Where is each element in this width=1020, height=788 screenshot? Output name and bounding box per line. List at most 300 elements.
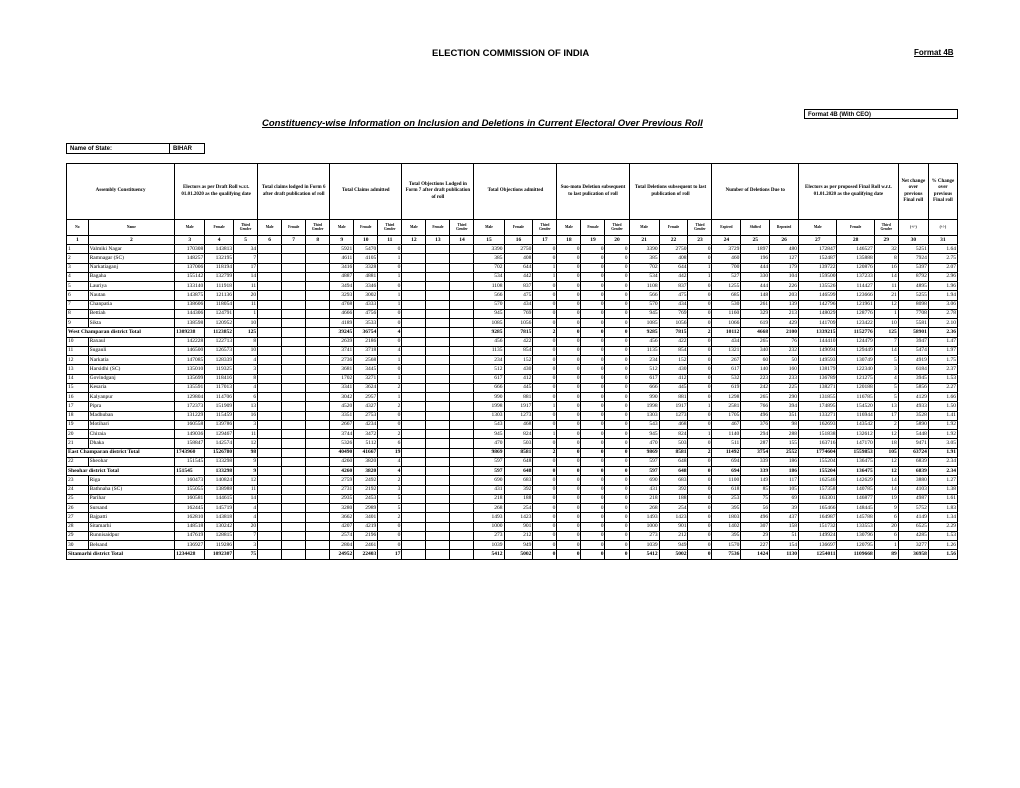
table-cell: 7 [234, 531, 258, 540]
table-cell: 36754 [354, 328, 378, 337]
table-cell: 5474 [898, 346, 928, 355]
table-cell [258, 476, 282, 485]
table-cell: 0 [557, 476, 581, 485]
column-number: 15 [474, 236, 504, 245]
table-cell: 0 [533, 393, 557, 402]
table-cell: 431 [474, 485, 504, 494]
table-cell: Narkatia [88, 356, 175, 365]
table-cell: 2 [378, 476, 402, 485]
table-cell: 14 [234, 272, 258, 281]
table-cell: 351 [770, 411, 799, 420]
table-cell: 3533 [354, 319, 378, 328]
table-cell: 0 [557, 245, 581, 254]
table-cell: Madhuban [88, 411, 175, 420]
table-cell: 144410 [799, 337, 837, 346]
table-cell [402, 467, 426, 476]
table-cell: 0 [688, 300, 712, 309]
table-cell: 1273 [659, 411, 688, 420]
table-cell: 3528 [898, 411, 928, 420]
table-cell: 2.96 [928, 272, 957, 281]
table-cell: 1 [874, 309, 898, 318]
district-total-label: West Champaran district Total [67, 328, 175, 337]
table-cell: 10112 [712, 328, 741, 337]
table-cell: 234 [474, 356, 504, 365]
sub-header: Male [175, 220, 205, 236]
table-cell: 16 [234, 411, 258, 420]
table-cell [426, 300, 450, 309]
table-cell: 408 [504, 254, 533, 263]
table-cell: 145788 [837, 513, 874, 522]
table-cell [258, 504, 282, 513]
table-cell: 3445 [354, 365, 378, 374]
table-row [67, 245, 958, 254]
table-cell: 2750 [659, 245, 688, 254]
table-cell: 14 [874, 346, 898, 355]
column-number: 3 [175, 236, 205, 245]
table-cell: 618 [712, 485, 741, 494]
table-cell: 0 [688, 365, 712, 374]
table-cell: 135010 [175, 365, 205, 374]
table-cell [258, 337, 282, 346]
table-cell [258, 319, 282, 328]
table-cell [426, 541, 450, 550]
table-cell: 3820 [354, 457, 378, 466]
table-cell: 0 [378, 263, 402, 272]
table-cell: 21 [67, 439, 89, 448]
table-cell [282, 541, 306, 550]
table-cell [426, 467, 450, 476]
table-cell: 69 [770, 494, 799, 503]
table-cell: 0 [581, 328, 605, 337]
table-cell: 644 [504, 263, 533, 272]
table-cell: 13 [874, 402, 898, 411]
table-cell: 151909 [205, 402, 234, 411]
table-cell: 151545 [175, 457, 205, 466]
group-header: Total Claims admitted [330, 164, 402, 220]
table-cell: 1570 [712, 541, 741, 550]
table-cell: 5112 [354, 439, 378, 448]
table-cell: 1056 [504, 319, 533, 328]
table-cell: 98 [234, 448, 258, 457]
table-cell: 122713 [205, 337, 234, 346]
table-cell: Nautan [88, 291, 175, 300]
table-cell: 4105 [354, 254, 378, 263]
table-cell: 0 [378, 309, 402, 318]
table-cell: 0 [688, 439, 712, 448]
table-cell [402, 282, 426, 291]
table-cell [306, 467, 330, 476]
table-cell: 117013 [205, 383, 234, 392]
table-cell: Motihari [88, 420, 175, 429]
table-cell: 330 [741, 272, 770, 281]
table-cell [450, 467, 474, 476]
table-cell [282, 291, 306, 300]
table-cell: 0 [378, 319, 402, 328]
table-cell: 0 [688, 383, 712, 392]
table-cell: 881 [504, 393, 533, 402]
table-row [67, 356, 958, 365]
table-row [67, 430, 958, 439]
table-cell [426, 439, 450, 448]
table-cell: 0 [605, 245, 629, 254]
table-cell: 12 [874, 457, 898, 466]
table-cell [306, 411, 330, 420]
table-cell: 14 [234, 494, 258, 503]
table-cell: 617 [474, 374, 504, 383]
sub-header: Male [402, 220, 426, 236]
table-row [67, 504, 958, 513]
table-cell: 4 [234, 356, 258, 365]
table-cell: 9 [67, 319, 89, 328]
table-cell: 700 [712, 263, 741, 272]
district-total-row [67, 550, 958, 559]
table-cell: 2.78 [928, 309, 957, 318]
table-cell: 1303 [474, 411, 504, 420]
table-cell [282, 328, 306, 337]
table-cell [402, 254, 426, 263]
table-cell: 0 [533, 254, 557, 263]
table-cell: 1897 [741, 245, 770, 254]
table-cell: 4 [67, 272, 89, 281]
table-cell: 597 [629, 457, 659, 466]
table-cell: 512 [629, 365, 659, 374]
table-cell [402, 420, 426, 429]
table-cell: 0 [533, 300, 557, 309]
table-cell [258, 522, 282, 531]
table-cell: 12 [67, 356, 89, 365]
table-cell: 690 [629, 476, 659, 485]
table-cell: 0 [581, 467, 605, 476]
table-cell [426, 254, 450, 263]
table-cell: 901 [659, 522, 688, 531]
table-cell: 3328 [354, 263, 378, 272]
table-cell: 1 [378, 291, 402, 300]
table-cell: 155142 [175, 272, 205, 281]
table-cell [402, 430, 426, 439]
table-cell [402, 374, 426, 383]
table-cell [402, 457, 426, 466]
table-cell: 0 [581, 504, 605, 513]
table-cell: 32 [874, 245, 898, 254]
table-cell [426, 448, 450, 457]
table-cell: 434 [504, 300, 533, 309]
table-cell: 0 [581, 282, 605, 291]
table-cell: 158 [770, 522, 799, 531]
table-cell: 1.34 [928, 513, 957, 522]
table-cell: 566 [629, 291, 659, 300]
table-cell: 151838 [799, 430, 837, 439]
table-cell: 4666 [330, 309, 354, 318]
table-cell: 234 [629, 356, 659, 365]
table-cell: 1 [378, 374, 402, 383]
table-cell: 12 [874, 300, 898, 309]
table-cell: 2667 [330, 420, 354, 429]
table-cell: 0 [605, 309, 629, 318]
table-cell: 2581 [712, 402, 741, 411]
table-cell: 1.53 [928, 374, 957, 383]
table-cell [258, 346, 282, 355]
table-cell: 149 [741, 476, 770, 485]
table-cell: 10 [234, 346, 258, 355]
table-cell [306, 374, 330, 383]
table-cell: 265 [741, 337, 770, 346]
table-cell: 1 [533, 263, 557, 272]
table-cell: 2.29 [928, 522, 957, 531]
table-cell: 8581 [504, 448, 533, 457]
table-cell: 261 [741, 300, 770, 309]
table-cell: 0 [533, 282, 557, 291]
table-cell: 124479 [837, 337, 874, 346]
table-cell: 132799 [205, 272, 234, 281]
table-cell [282, 430, 306, 439]
table-cell: 36958 [898, 550, 928, 559]
table-cell: 121275 [837, 374, 874, 383]
table-cell: 4260 [330, 467, 354, 476]
table-cell: 3947 [898, 337, 928, 346]
table-cell: 945 [629, 309, 659, 318]
table-cell: 3662 [330, 513, 354, 522]
table-cell: 4611 [330, 254, 354, 263]
table-cell [426, 411, 450, 420]
table-cell: 154 [770, 541, 799, 550]
table-cell: 1056 [659, 319, 688, 328]
table-cell: 149924 [799, 531, 837, 540]
table-cell: 128815 [205, 531, 234, 540]
table-cell: Belsand [88, 541, 175, 550]
table-cell: 2804 [330, 541, 354, 550]
table-cell: 0 [533, 504, 557, 513]
table-cell: 0 [581, 300, 605, 309]
table-cell [282, 356, 306, 365]
table-cell: 130749 [837, 356, 874, 365]
table-cell [258, 309, 282, 318]
table-cell [450, 411, 474, 420]
table-cell: 0 [581, 254, 605, 263]
table-cell: 0 [605, 402, 629, 411]
table-cell: 945 [474, 309, 504, 318]
table-cell: 0 [605, 291, 629, 300]
table-cell: 0 [533, 337, 557, 346]
table-cell: 0 [581, 411, 605, 420]
table-cell: 1298 [712, 393, 741, 402]
table-cell [258, 365, 282, 374]
table-cell: 135699 [175, 374, 205, 383]
table-cell: 1423 [504, 513, 533, 522]
table-cell: 4887 [330, 272, 354, 281]
table-cell: 0 [605, 457, 629, 466]
table-cell: 12 [874, 430, 898, 439]
table-cell: 14 [874, 476, 898, 485]
table-cell: 232 [770, 346, 799, 355]
table-cell: 1 [874, 541, 898, 550]
group-header: Suo-moto Deletion subsequent to last pulication of roll [557, 164, 629, 220]
table-row [67, 522, 958, 531]
table-cell: 0 [378, 282, 402, 291]
table-cell: 133553 [837, 522, 874, 531]
table-cell: 3.05 [928, 439, 957, 448]
table-cell [426, 494, 450, 503]
table-cell: 155204 [799, 467, 837, 476]
column-number: 28 [837, 236, 874, 245]
table-cell: 3042 [330, 393, 354, 402]
column-number: 7 [282, 236, 306, 245]
table-cell: 218 [629, 494, 659, 503]
table-cell [402, 383, 426, 392]
table-cell: 147085 [175, 356, 205, 365]
table-cell: 0 [688, 476, 712, 485]
table-cell [402, 272, 426, 281]
table-cell: 227 [741, 541, 770, 550]
table-cell: 268 [629, 504, 659, 513]
table-cell: 50 [770, 356, 799, 365]
table-cell: 3280 [330, 504, 354, 513]
table-cell [402, 356, 426, 365]
table-cell: 144306 [175, 309, 205, 318]
table-cell: 5 [874, 393, 898, 402]
table-cell: 125 [874, 328, 898, 337]
table-cell [258, 531, 282, 540]
table-cell: 340 [741, 346, 770, 355]
sub-header: Male [557, 220, 581, 236]
table-cell: 475 [504, 291, 533, 300]
table-cell: 648 [659, 467, 688, 476]
table-cell: 6 [234, 393, 258, 402]
table-cell: 339 [741, 457, 770, 466]
table-cell [426, 402, 450, 411]
sub-header: Female [504, 220, 533, 236]
table-cell: 0 [688, 513, 712, 522]
table-cell [402, 504, 426, 513]
table-cell: 0 [581, 485, 605, 494]
table-cell: 51 [770, 531, 799, 540]
table-cell [450, 420, 474, 429]
table-cell: 1303 [629, 411, 659, 420]
table-cell [282, 504, 306, 513]
table-cell: 2 [378, 513, 402, 522]
table-cell: 130242 [205, 522, 234, 531]
table-cell [306, 485, 330, 494]
table-cell: 1152776 [837, 328, 874, 337]
table-cell: 0 [581, 356, 605, 365]
table-cell: 0 [533, 457, 557, 466]
sub-header: Female [426, 220, 450, 236]
table-cell: 1.41 [928, 411, 957, 420]
table-cell: 2639 [330, 337, 354, 346]
table-cell: 527 [712, 272, 741, 281]
table-cell: 2552 [770, 448, 799, 457]
table-cell: 105 [874, 448, 898, 457]
table-cell: 4 [378, 346, 402, 355]
sub-header: (+/-) [898, 220, 928, 236]
table-cell: 0 [557, 531, 581, 540]
table-cell: 385 [474, 254, 504, 263]
table-cell: 146500 [175, 346, 205, 355]
table-cell: 142629 [837, 476, 874, 485]
table-cell: 3754 [741, 448, 770, 457]
state-label: Name of State: [67, 144, 170, 154]
table-cell: 339 [741, 467, 770, 476]
table-cell: 114706 [205, 393, 234, 402]
table-cell: 186 [770, 457, 799, 466]
table-cell: 3741 [330, 346, 354, 355]
table-cell: 2.07 [928, 263, 957, 272]
table-cell: 3351 [330, 411, 354, 420]
table-cell [258, 439, 282, 448]
table-cell [282, 457, 306, 466]
table-cell: 0 [605, 494, 629, 503]
table-cell: 105 [770, 485, 799, 494]
table-cell [306, 439, 330, 448]
table-cell: 6 [874, 513, 898, 522]
table-cell [282, 402, 306, 411]
table-cell: Sikta [88, 319, 175, 328]
table-cell: 648 [504, 457, 533, 466]
table-cell [306, 531, 330, 540]
table-cell [450, 494, 474, 503]
table-cell: 0 [557, 457, 581, 466]
table-cell [402, 337, 426, 346]
table-row [67, 476, 958, 485]
table-cell: 1 [688, 263, 712, 272]
table-cell: 152 [659, 356, 688, 365]
table-cell: 212 [659, 531, 688, 540]
table-cell: 597 [629, 467, 659, 476]
sub-header: Male [629, 220, 659, 236]
table-cell [426, 504, 450, 513]
table-cell [306, 328, 330, 337]
table-cell: 0 [605, 365, 629, 374]
table-cell: 1.26 [928, 541, 957, 550]
table-cell: 2731 [330, 485, 354, 494]
table-cell: 0 [605, 328, 629, 337]
table-cell: 1000 [629, 522, 659, 531]
table-cell [450, 374, 474, 383]
column-number: 1 [67, 236, 89, 245]
table-cell: Harsidhi (SC) [88, 365, 175, 374]
table-cell: 530 [712, 300, 741, 309]
table-cell [282, 319, 306, 328]
table-cell: 1135 [474, 346, 504, 355]
table-cell: 212 [504, 531, 533, 540]
table-cell: 0 [533, 309, 557, 318]
table-cell [282, 383, 306, 392]
table-cell: 135888 [837, 254, 874, 263]
table-cell: 2461 [354, 541, 378, 550]
table-cell [426, 383, 450, 392]
table-cell: 511 [712, 439, 741, 448]
table-cell [282, 476, 306, 485]
table-cell: 445 [659, 383, 688, 392]
table-cell [282, 365, 306, 374]
table-cell [450, 300, 474, 309]
table-cell: 0 [605, 430, 629, 439]
table-cell: 136789 [799, 374, 837, 383]
table-cell: 0 [557, 494, 581, 503]
table-cell: 0 [688, 282, 712, 291]
column-number: 17 [533, 236, 557, 245]
table-cell: 2736 [330, 356, 354, 365]
table-cell: 138606 [175, 300, 205, 309]
table-cell: 0 [605, 541, 629, 550]
table-cell: 162693 [799, 420, 837, 429]
table-cell: 122340 [837, 365, 874, 374]
table-cell: 1 [688, 430, 712, 439]
table-cell: 0 [533, 476, 557, 485]
table-cell: 0 [605, 337, 629, 346]
table-cell: 131229 [175, 411, 205, 420]
table-cell: 5002 [504, 550, 533, 559]
table-cell: 163716 [799, 439, 837, 448]
